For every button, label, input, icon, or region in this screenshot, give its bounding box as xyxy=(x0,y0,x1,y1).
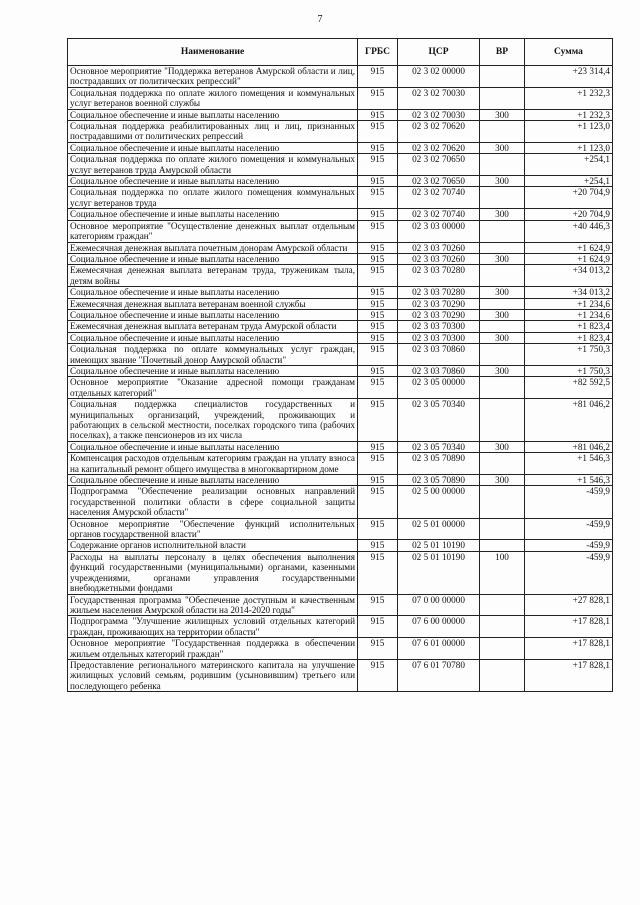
cell-vr: 300 xyxy=(480,332,525,343)
cell-grbs: 915 xyxy=(358,486,398,518)
cell-vr xyxy=(480,321,525,332)
cell-vr xyxy=(480,66,525,88)
table-row xyxy=(68,399,613,442)
table-row xyxy=(68,87,613,109)
cell-vr: 300 xyxy=(480,253,525,264)
cell-grbs: 915 xyxy=(358,142,398,153)
cell-csr: 02 5 00 00000 xyxy=(398,486,480,518)
table-row xyxy=(68,659,613,691)
cell-grbs: 915 xyxy=(358,209,398,220)
table-row xyxy=(68,109,613,120)
cell-grbs: 915 xyxy=(358,540,398,551)
cell-vr xyxy=(480,453,525,475)
page-number: 7 xyxy=(317,14,323,25)
cell-name: Расходы на выплаты персоналу в целях обеспечения выполнения функций государственными (муниципальными) органами, казенными учреждениями, органами управления государственными внебюджетными фондами xyxy=(68,551,358,594)
cell-csr: 02 3 03 00000 xyxy=(398,220,480,242)
cell-grbs: 915 xyxy=(358,265,398,287)
header-grbs: ГРБС xyxy=(358,39,398,66)
cell-sum: +17 828,1 xyxy=(525,638,613,660)
cell-sum: -459,9 xyxy=(525,518,613,540)
cell-grbs: 915 xyxy=(358,121,398,143)
cell-vr: 300 xyxy=(480,142,525,153)
cell-grbs: 915 xyxy=(358,87,398,109)
cell-sum: +20 704,9 xyxy=(525,209,613,220)
cell-grbs: 915 xyxy=(358,220,398,242)
cell-csr: 02 3 03 70280 xyxy=(398,287,480,298)
cell-grbs: 915 xyxy=(358,399,398,442)
cell-csr: 02 3 03 70860 xyxy=(398,365,480,376)
table-row xyxy=(68,142,613,153)
cell-name: Социальная поддержка специалистов государственных и муниципальных организаций, учреждений, проживающих и работающих в сельской местности, поселках городского типа (рабочих поселках), а также пенсионеров из их числа xyxy=(68,399,358,442)
cell-sum: +17 828,1 xyxy=(525,616,613,638)
cell-sum: +1 232,3 xyxy=(525,87,613,109)
cell-csr: 02 3 02 70740 xyxy=(398,187,480,209)
table-body xyxy=(68,66,613,692)
cell-vr xyxy=(480,220,525,242)
cell-name: Подпрограмма "Улучшение жилищных условий отдельных категорий граждан, проживающих на территории области" xyxy=(68,616,358,638)
cell-name: Социальное обеспечение и иные выплаты населению xyxy=(68,142,358,153)
cell-grbs: 915 xyxy=(358,176,398,187)
cell-vr xyxy=(480,298,525,309)
table-header-row xyxy=(68,39,613,66)
table-row xyxy=(68,66,613,88)
cell-vr xyxy=(480,594,525,616)
table-row xyxy=(68,551,613,594)
cell-grbs: 915 xyxy=(358,321,398,332)
cell-vr: 300 xyxy=(480,109,525,120)
cell-csr: 07 0 00 00000 xyxy=(398,594,480,616)
cell-name: Социальное обеспечение и иные выплаты населению xyxy=(68,253,358,264)
cell-csr: 02 3 02 70030 xyxy=(398,109,480,120)
cell-name: Основное мероприятие "Осуществление денежных выплат отдельным категориям граждан" xyxy=(68,220,358,242)
cell-sum: +81 046,2 xyxy=(525,441,613,452)
cell-csr: 02 3 02 70650 xyxy=(398,154,480,176)
cell-name: Содержание органов исполнительной власти xyxy=(68,540,358,551)
cell-grbs: 915 xyxy=(358,518,398,540)
cell-name: Социальное обеспечение и иные выплаты населению xyxy=(68,332,358,343)
cell-vr: 300 xyxy=(480,475,525,486)
table-row xyxy=(68,253,613,264)
cell-csr: 02 3 05 70340 xyxy=(398,441,480,452)
cell-grbs: 915 xyxy=(358,242,398,253)
cell-name: Социальное обеспечение и иные выплаты населению xyxy=(68,109,358,120)
header-csr: ЦСР xyxy=(398,39,480,66)
cell-name: Социальная поддержка реабилитированных лиц и лиц, признанных пострадавшими от политических репрессий xyxy=(68,121,358,143)
cell-name: Социальная поддержка по оплате жилого помещения и коммунальных услуг ветеранов труда Амурской области xyxy=(68,154,358,176)
cell-sum: +34 013,2 xyxy=(525,287,613,298)
cell-sum: +1 624,9 xyxy=(525,253,613,264)
cell-csr: 02 3 02 70740 xyxy=(398,209,480,220)
cell-vr: 300 xyxy=(480,309,525,320)
cell-name: Основное мероприятие "Государственная поддержка в обеспечении жильем отдельных категорий граждан" xyxy=(68,638,358,660)
cell-sum: +23 314,4 xyxy=(525,66,613,88)
table-row xyxy=(68,365,613,376)
cell-name: Ежемесячная денежная выплата ветеранам военной службы xyxy=(68,298,358,309)
cell-grbs: 915 xyxy=(358,309,398,320)
cell-csr: 02 3 05 00000 xyxy=(398,377,480,399)
table-row xyxy=(68,242,613,253)
cell-sum: -459,9 xyxy=(525,486,613,518)
cell-grbs: 915 xyxy=(358,287,398,298)
cell-vr: 300 xyxy=(480,441,525,452)
table-row xyxy=(68,344,613,366)
cell-grbs: 915 xyxy=(358,154,398,176)
cell-sum: +1 823,4 xyxy=(525,332,613,343)
cell-sum: +81 046,2 xyxy=(525,399,613,442)
cell-sum: +17 828,1 xyxy=(525,659,613,691)
cell-vr xyxy=(480,154,525,176)
cell-grbs: 915 xyxy=(358,638,398,660)
cell-sum: +1 624,9 xyxy=(525,242,613,253)
table-row xyxy=(68,321,613,332)
cell-sum: +1 750,3 xyxy=(525,344,613,366)
cell-sum: +1 546,3 xyxy=(525,475,613,486)
cell-csr: 02 3 03 70300 xyxy=(398,321,480,332)
cell-name: Основное мероприятие "Оказание адресной помощи гражданам отдельных категорий" xyxy=(68,377,358,399)
cell-name: Социальное обеспечение и иные выплаты населению xyxy=(68,441,358,452)
table-row xyxy=(68,187,613,209)
cell-csr: 02 3 03 70280 xyxy=(398,265,480,287)
table-row xyxy=(68,298,613,309)
cell-sum: +1 546,3 xyxy=(525,453,613,475)
cell-sum: +1 750,3 xyxy=(525,365,613,376)
table-row xyxy=(68,616,613,638)
cell-grbs: 915 xyxy=(358,66,398,88)
cell-csr: 07 6 01 00000 xyxy=(398,638,480,660)
cell-name: Социальное обеспечение и иные выплаты населению xyxy=(68,176,358,187)
cell-vr xyxy=(480,344,525,366)
cell-csr: 07 6 01 70780 xyxy=(398,659,480,691)
cell-grbs: 915 xyxy=(358,475,398,486)
table-row xyxy=(68,121,613,143)
cell-csr: 02 3 03 70290 xyxy=(398,309,480,320)
cell-grbs: 915 xyxy=(358,441,398,452)
cell-csr: 02 3 05 70890 xyxy=(398,453,480,475)
cell-sum: +20 704,9 xyxy=(525,187,613,209)
budget-table xyxy=(67,38,613,692)
cell-name: Ежемесячная денежная выплата ветеранам труда Амурской области xyxy=(68,321,358,332)
table-row xyxy=(68,453,613,475)
cell-csr: 02 3 03 70860 xyxy=(398,344,480,366)
cell-sum: -459,9 xyxy=(525,540,613,551)
cell-csr: 02 3 03 70260 xyxy=(398,253,480,264)
table-row xyxy=(68,176,613,187)
cell-sum: +1 234,6 xyxy=(525,309,613,320)
cell-sum: +1 234,6 xyxy=(525,298,613,309)
table-row xyxy=(68,332,613,343)
cell-name: Социальное обеспечение и иные выплаты населению xyxy=(68,309,358,320)
cell-vr: 300 xyxy=(480,209,525,220)
table-row xyxy=(68,220,613,242)
table-row xyxy=(68,518,613,540)
cell-grbs: 915 xyxy=(358,594,398,616)
cell-grbs: 915 xyxy=(358,109,398,120)
cell-sum: +254,1 xyxy=(525,154,613,176)
header-vr: ВР xyxy=(480,39,525,66)
cell-vr xyxy=(480,87,525,109)
table-row xyxy=(68,209,613,220)
cell-csr: 02 3 03 70300 xyxy=(398,332,480,343)
cell-name: Социальная поддержка по оплате жилого помещения и коммунальных услуг ветеранов военной службы xyxy=(68,87,358,109)
cell-name: Государственная программа "Обеспечение доступным и качественным жильем населения Амурской области на 2014-2020 годы" xyxy=(68,594,358,616)
cell-vr: 100 xyxy=(480,551,525,594)
cell-grbs: 915 xyxy=(358,344,398,366)
cell-vr xyxy=(480,265,525,287)
table-row xyxy=(68,377,613,399)
cell-name: Подпрограмма "Обеспечение реализации основных направлений государственной политики области в сфере социальной защиты населения Амурской области" xyxy=(68,486,358,518)
cell-grbs: 915 xyxy=(358,377,398,399)
cell-name: Предоставление регионального материнского капитала на улучшение жилищных условий семьям, родившим (усыновившим) третьего или последующего ребенка xyxy=(68,659,358,691)
cell-sum: +254,1 xyxy=(525,176,613,187)
cell-csr: 02 3 03 70260 xyxy=(398,242,480,253)
cell-vr xyxy=(480,616,525,638)
cell-name: Социальная поддержка по оплате коммунальных услуг граждан, имеющих звание "Почетный донор Амурской области" xyxy=(68,344,358,366)
cell-grbs: 915 xyxy=(358,453,398,475)
cell-csr: 02 5 01 10190 xyxy=(398,540,480,551)
cell-csr: 02 3 02 00000 xyxy=(398,66,480,88)
cell-grbs: 915 xyxy=(358,253,398,264)
cell-name: Ежемесячная денежная выплата ветеранам труда, труженикам тыла, детям войны xyxy=(68,265,358,287)
cell-vr: 300 xyxy=(480,365,525,376)
cell-name: Социальное обеспечение и иные выплаты населению xyxy=(68,209,358,220)
cell-name: Основное мероприятие "Поддержка ветеранов Амурской области и лиц, пострадавших от политических репрессий" xyxy=(68,66,358,88)
table-row xyxy=(68,441,613,452)
cell-sum: +34 013,2 xyxy=(525,265,613,287)
cell-sum: +1 232,3 xyxy=(525,109,613,120)
cell-name: Социальное обеспечение и иные выплаты населению xyxy=(68,287,358,298)
cell-grbs: 915 xyxy=(358,659,398,691)
cell-vr xyxy=(480,486,525,518)
cell-csr: 02 3 02 70650 xyxy=(398,176,480,187)
table-row xyxy=(68,309,613,320)
cell-csr: 02 5 01 10190 xyxy=(398,551,480,594)
cell-csr: 02 3 05 70890 xyxy=(398,475,480,486)
cell-vr xyxy=(480,377,525,399)
table-row xyxy=(68,154,613,176)
cell-name: Социальное обеспечение и иные выплаты населению xyxy=(68,365,358,376)
cell-vr xyxy=(480,518,525,540)
cell-vr xyxy=(480,540,525,551)
table-row xyxy=(68,486,613,518)
cell-grbs: 915 xyxy=(358,298,398,309)
cell-vr xyxy=(480,659,525,691)
cell-name: Основное мероприятие "Обеспечение функций исполнительных органов государственной власти" xyxy=(68,518,358,540)
header-name: Наименование xyxy=(68,39,358,66)
cell-grbs: 915 xyxy=(358,616,398,638)
cell-csr: 02 5 01 00000 xyxy=(398,518,480,540)
cell-name: Социальная поддержка по оплате жилого помещения коммунальных услуг ветеранов труда xyxy=(68,187,358,209)
cell-sum: +27 828,1 xyxy=(525,594,613,616)
cell-sum: +82 592,5 xyxy=(525,377,613,399)
cell-name: Компенсация расходов отдельным категориям граждан на уплату взноса на капитальный ремонт общего имущества в многоквартирном доме xyxy=(68,453,358,475)
cell-sum: +1 123,0 xyxy=(525,121,613,143)
cell-sum: -459,9 xyxy=(525,551,613,594)
cell-csr: 02 3 05 70340 xyxy=(398,399,480,442)
cell-grbs: 915 xyxy=(358,332,398,343)
header-sum: Сумма xyxy=(525,39,613,66)
cell-vr xyxy=(480,638,525,660)
cell-name: Социальное обеспечение и иные выплаты населению xyxy=(68,475,358,486)
cell-vr xyxy=(480,187,525,209)
table-row xyxy=(68,475,613,486)
table-row xyxy=(68,265,613,287)
cell-sum: +1 823,4 xyxy=(525,321,613,332)
cell-name: Ежемесячная денежная выплата почетным донорам Амурской области xyxy=(68,242,358,253)
table-row xyxy=(68,594,613,616)
cell-vr: 300 xyxy=(480,287,525,298)
cell-grbs: 915 xyxy=(358,551,398,594)
cell-csr: 02 3 03 70290 xyxy=(398,298,480,309)
table-row xyxy=(68,287,613,298)
cell-sum: +1 123,0 xyxy=(525,142,613,153)
cell-csr: 02 3 02 70620 xyxy=(398,121,480,143)
cell-vr: 300 xyxy=(480,176,525,187)
table-row xyxy=(68,638,613,660)
cell-vr xyxy=(480,121,525,143)
cell-sum: +40 446,3 xyxy=(525,220,613,242)
cell-csr: 02 3 02 70620 xyxy=(398,142,480,153)
cell-grbs: 915 xyxy=(358,365,398,376)
cell-vr xyxy=(480,242,525,253)
table-row xyxy=(68,540,613,551)
cell-csr: 07 6 00 00000 xyxy=(398,616,480,638)
cell-csr: 02 3 02 70030 xyxy=(398,87,480,109)
cell-grbs: 915 xyxy=(358,187,398,209)
cell-vr xyxy=(480,399,525,442)
